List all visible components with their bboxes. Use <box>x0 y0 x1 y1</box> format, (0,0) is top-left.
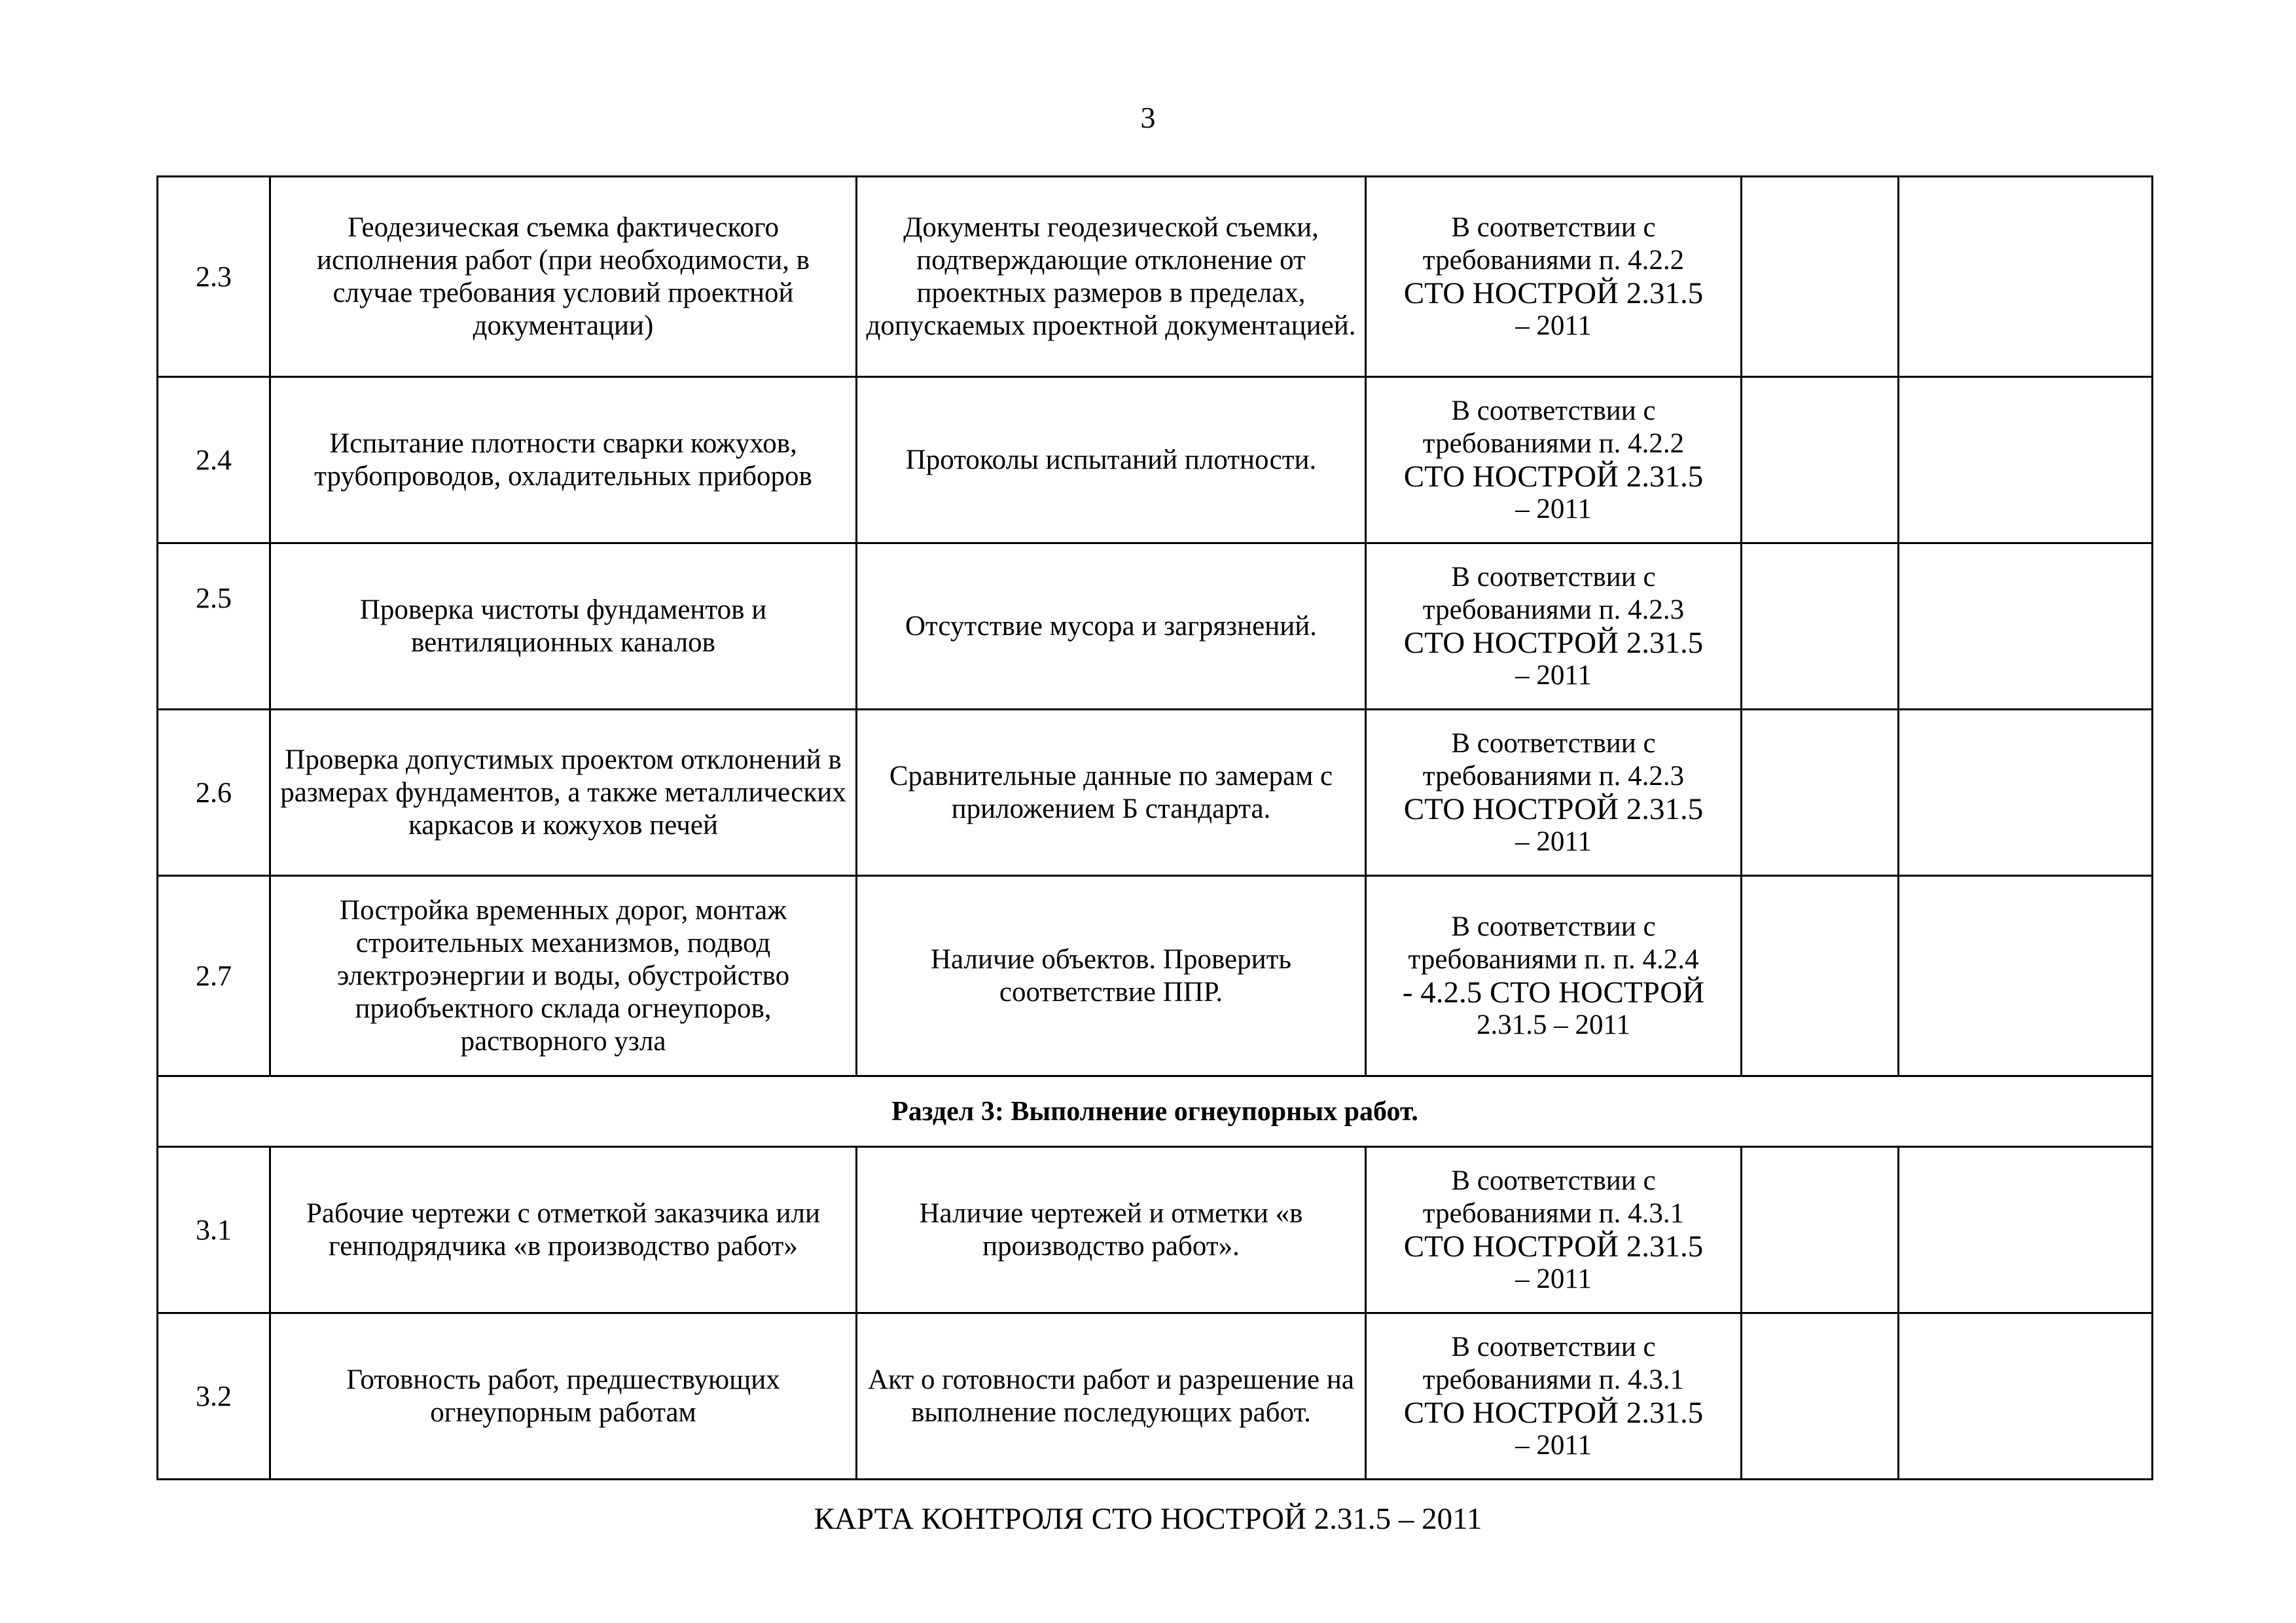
table-row <box>158 543 2153 710</box>
reference-line: требованиями п. 4.3.1 <box>1422 1197 1685 1229</box>
empty-cell <box>1742 543 1899 710</box>
reference-line: СТО НОСТРОЙ 2.31.5 <box>1403 276 1704 310</box>
work-description: Проверка чистоты фундаментов и вентиляционных каналов <box>270 543 857 710</box>
table-row <box>158 876 2153 1076</box>
reference-line: – 2011 <box>1515 659 1592 691</box>
work-description: Испытание плотности сварки кожухов, трубопроводов, охладительных приборов <box>270 377 857 543</box>
empty-cell <box>1742 177 1899 377</box>
reference-line: – 2011 <box>1515 1263 1592 1294</box>
reference-line: – 2011 <box>1515 310 1592 341</box>
reference-line: СТО НОСТРОЙ 2.31.5 <box>1403 792 1704 826</box>
table-row <box>158 177 2153 377</box>
empty-cell <box>1742 1313 1899 1480</box>
work-description: Готовность работ, предшествующих огнеупорным работам <box>270 1313 857 1480</box>
empty-cell <box>1742 710 1899 876</box>
control-document: Наличие объектов. Проверить соответствие ППР. <box>857 876 1366 1076</box>
reference-line: требованиями п. 4.2.3 <box>1422 594 1685 625</box>
reference-line: СТО НОСТРОЙ 2.31.5 <box>1403 1229 1704 1264</box>
row-number: 2.7 <box>158 876 270 1076</box>
regulation-reference <box>1366 1147 1742 1313</box>
control-document: Документы геодезической съемки, подтверждающие отклонение от проектных размеров в пределах, допускаемых проектной документацией. <box>857 177 1366 377</box>
empty-cell <box>1899 876 2153 1076</box>
empty-cell <box>1899 377 2153 543</box>
regulation-reference <box>1366 876 1742 1076</box>
empty-cell <box>1899 543 2153 710</box>
row-number: 3.2 <box>158 1313 270 1480</box>
regulation-reference <box>1366 377 1742 543</box>
document-footer: КАРТА КОНТРОЛЯ СТО НОСТРОЙ 2.31.5 – 2011 <box>814 1502 1482 1536</box>
empty-cell <box>1742 1147 1899 1313</box>
reference-line: СТО НОСТРОЙ 2.31.5 <box>1403 1395 1704 1430</box>
table-row <box>158 377 2153 543</box>
reference-line: требованиями п. 4.3.1 <box>1422 1364 1685 1395</box>
control-document: Протоколы испытаний плотности. <box>857 377 1366 543</box>
section-title: Раздел 3: Выполнение огнеупорных работ. <box>158 1076 2153 1147</box>
row-number: 2.5 <box>158 543 270 710</box>
control-map-table <box>156 175 2153 1480</box>
regulation-reference <box>1366 1313 1742 1480</box>
empty-cell <box>1899 710 2153 876</box>
reference-line: требованиями п. 4.2.2 <box>1422 428 1685 459</box>
empty-cell <box>1742 377 1899 543</box>
work-description: Рабочие чертежи с отметкой заказчика или генподрядчика «в производство работ» <box>270 1147 857 1313</box>
section-header-row <box>158 1076 2153 1147</box>
table-row <box>158 710 2153 876</box>
regulation-reference <box>1366 177 1742 377</box>
reference-line: СТО НОСТРОЙ 2.31.5 <box>1403 625 1704 660</box>
empty-cell <box>1899 1147 2153 1313</box>
table-row <box>158 1313 2153 1480</box>
empty-cell <box>1899 1313 2153 1480</box>
reference-line: В соответствии с <box>1451 727 1656 759</box>
reference-line: В соответствии с <box>1451 211 1656 243</box>
row-number: 2.6 <box>158 710 270 876</box>
work-description: Проверка допустимых проектом отклонений в размерах фундаментов, а также металлических каркасов и кожухов печей <box>270 710 857 876</box>
reference-line: – 2011 <box>1515 1429 1592 1461</box>
reference-line: В соответствии с <box>1451 1331 1656 1362</box>
control-document: Сравнительные данные по замерам с приложением Б стандарта. <box>857 710 1366 876</box>
work-description: Постройка временных дорог, монтаж строительных механизмов, подвод электроэнергии и воды, обустройство приобъектного склада огнеупоров, растворного узла <box>270 876 857 1076</box>
page-number: 3 <box>1140 101 1156 134</box>
regulation-reference <box>1366 543 1742 710</box>
empty-cell <box>1742 876 1899 1076</box>
work-description: Геодезическая съемка фактического исполнения работ (при необходимости, в случае требования условий проектной документации) <box>270 177 857 377</box>
reference-line: требованиями п. 4.2.3 <box>1422 760 1685 792</box>
reference-line: СТО НОСТРОЙ 2.31.5 <box>1403 459 1704 494</box>
reference-line: 2.31.5 – 2011 <box>1477 1009 1630 1040</box>
reference-line: требованиями п. п. 4.2.4 <box>1408 943 1699 975</box>
reference-line: В соответствии с <box>1451 911 1656 942</box>
empty-cell <box>1899 177 2153 377</box>
reference-line: В соответствии с <box>1451 1165 1656 1196</box>
control-document: Акт о готовности работ и разрешение на выполнение последующих работ. <box>857 1313 1366 1480</box>
row-number: 2.4 <box>158 377 270 543</box>
reference-line: требованиями п. 4.2.2 <box>1422 244 1685 276</box>
control-document: Наличие чертежей и отметки «в производство работ». <box>857 1147 1366 1313</box>
reference-line: - 4.2.5 СТО НОСТРОЙ <box>1402 975 1705 1010</box>
reference-line: – 2011 <box>1515 493 1592 524</box>
regulation-reference <box>1366 710 1742 876</box>
reference-line: – 2011 <box>1515 826 1592 857</box>
row-number: 2.3 <box>158 177 270 377</box>
reference-line: В соответствии с <box>1451 561 1656 593</box>
table-row <box>158 1147 2153 1313</box>
control-document: Отсутствие мусора и загрязнений. <box>857 543 1366 710</box>
reference-line: В соответствии с <box>1451 395 1656 426</box>
row-number: 3.1 <box>158 1147 270 1313</box>
